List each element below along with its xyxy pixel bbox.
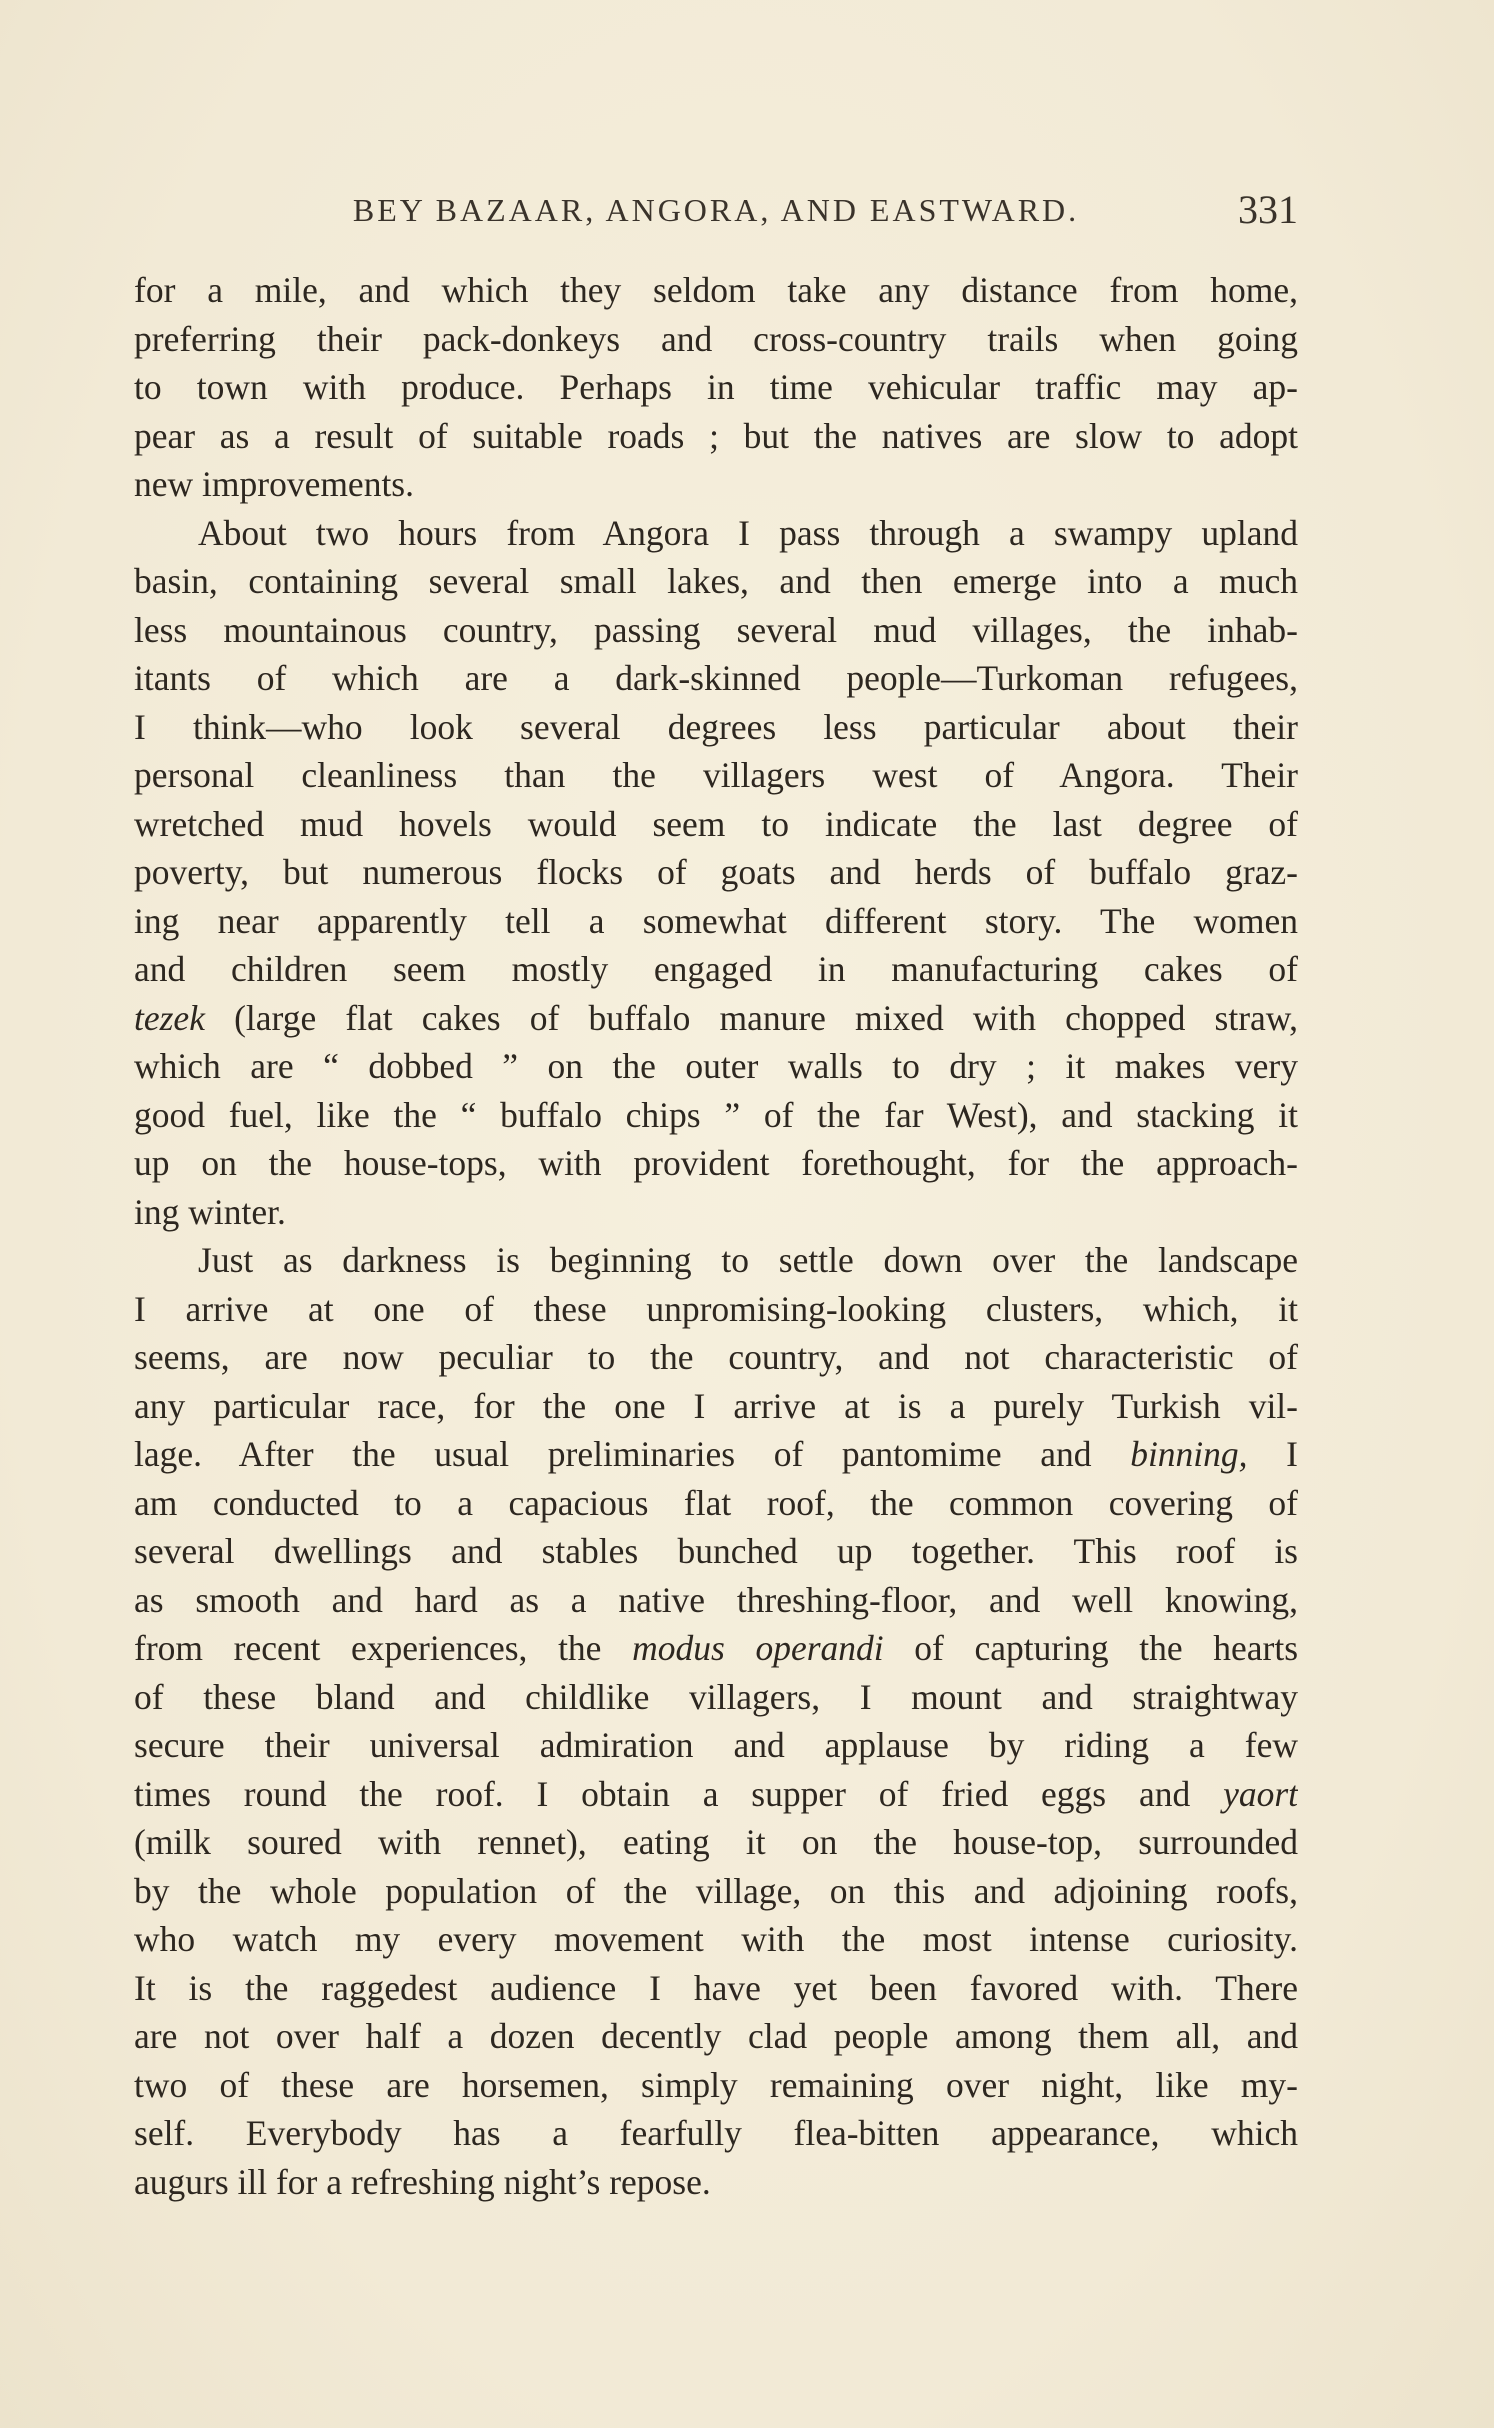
text-line: secure their universal admiration and applause by riding a few [134,1725,1298,1765]
text-line: poverty, but numerous flocks of goats and herds of buffalo graz- [134,852,1298,892]
text-line: to town with produce. Perhaps in time vehicular traffic may ap- [134,367,1298,407]
text-line: as smooth and hard as a native threshing-floor, and well knowing, [134,1579,1298,1620]
text-line: I arrive at one of these unpromising-looking clusters, which, it [134,1288,1298,1329]
body-text [134,266,1298,2206]
text-line: and children seem mostly engaged in manufacturing cakes of [134,949,1298,989]
text-line: It is the raggedest audience I have yet been favored with. There [134,1967,1298,2008]
text-line [134,1430,1298,1479]
text-line: am conducted to a capacious flat roof, the common covering of [134,1482,1298,1523]
running-head [134,186,1298,236]
text-run: of capturing the hearts [914,1628,1298,1668]
italic-term: tezek [134,997,205,1038]
text-run: from recent experiences, the [134,1628,602,1668]
text-line: augurs ill for a refreshing night’s repose. [134,2161,711,2202]
text-line: personal cleanliness than the villagers west of Angora. Their [134,755,1298,795]
italic-term: binning, [1130,1434,1248,1474]
paragraph-start-line: About two hours from Angora I pass through a swampy upland [198,512,1298,553]
italic-term: yaort [1223,1773,1298,1814]
text-line: up on the house-tops, with provident forethought, for the approach- [134,1143,1298,1183]
text-line: for a mile, and which they seldom take any distance from home, [134,270,1298,310]
text-line: by the whole population of the village, on this and adjoining roofs, [134,1870,1298,1911]
text-line: new improvements. [134,464,414,504]
text-line: several dwellings and stables bunched up together. This roof is [134,1531,1298,1571]
text-run: lage. After the usual preliminaries of pantomime and [134,1434,1092,1474]
text-line [134,994,1298,1043]
text-run: times round the roof. I obtain a supper of fried eggs and [134,1773,1191,1814]
italic-term: modus operandi [632,1628,884,1668]
text-line: of these bland and childlike villagers, I mount and straightway [134,1676,1298,1717]
text-line: itants of which are a dark-skinned people—Turkoman refugees, [134,658,1298,698]
text-line: wretched mud hovels would seem to indicate the last degree of [134,803,1298,844]
text-line [134,1624,1298,1673]
text-line: less mountainous country, passing several mud villages, the inhab- [134,609,1298,650]
text-line: preferring their pack-donkeys and cross-country trails when going [134,318,1298,359]
text-line: self. Everybody has a fearfully flea-bitten appearance, which [134,2113,1298,2153]
text-line: which are “ dobbed ” on the outer walls to dry ; it makes very [134,1046,1298,1086]
text-line: ing winter. [134,1191,286,1232]
text-run: I [1247,1434,1298,1474]
text-line [134,1770,1298,1819]
paragraph-start-line: Just as darkness is beginning to settle down over the landscape [198,1240,1298,1280]
text-line: are not over half a dozen decently clad people among them all, and [134,2016,1298,2056]
text-line: two of these are horsemen, simply remaining over night, like my- [134,2064,1298,2105]
text-line: any particular race, for the one I arrive at is a purely Turkish vil- [134,1385,1298,1426]
text-line: basin, containing several small lakes, and then emerge into a much [134,561,1298,601]
text-line: (milk soured with rennet), eating it on the house-top, surrounded [134,1822,1298,1862]
running-title: BEY BAZAAR, ANGORA, AND EASTWARD. [352,192,1080,228]
text-line: ing near apparently tell a somewhat different story. The women [134,900,1298,941]
text-line: good fuel, like the “ buffalo chips ” of the far West), and stacking it [134,1094,1298,1135]
text-line: who watch my every movement with the most intense curiosity. [134,1919,1298,1959]
text-line: I think—who look several degrees less particular about their [134,706,1298,747]
page-number: 331 [1238,187,1298,232]
text-line: seems, are now peculiar to the country, and not characteristic of [134,1337,1298,1377]
text-line: pear as a result of suitable roads ; but the natives are slow to adopt [134,415,1298,456]
text-run: (large flat cakes of buffalo manure mixed with chopped straw, [234,997,1298,1038]
